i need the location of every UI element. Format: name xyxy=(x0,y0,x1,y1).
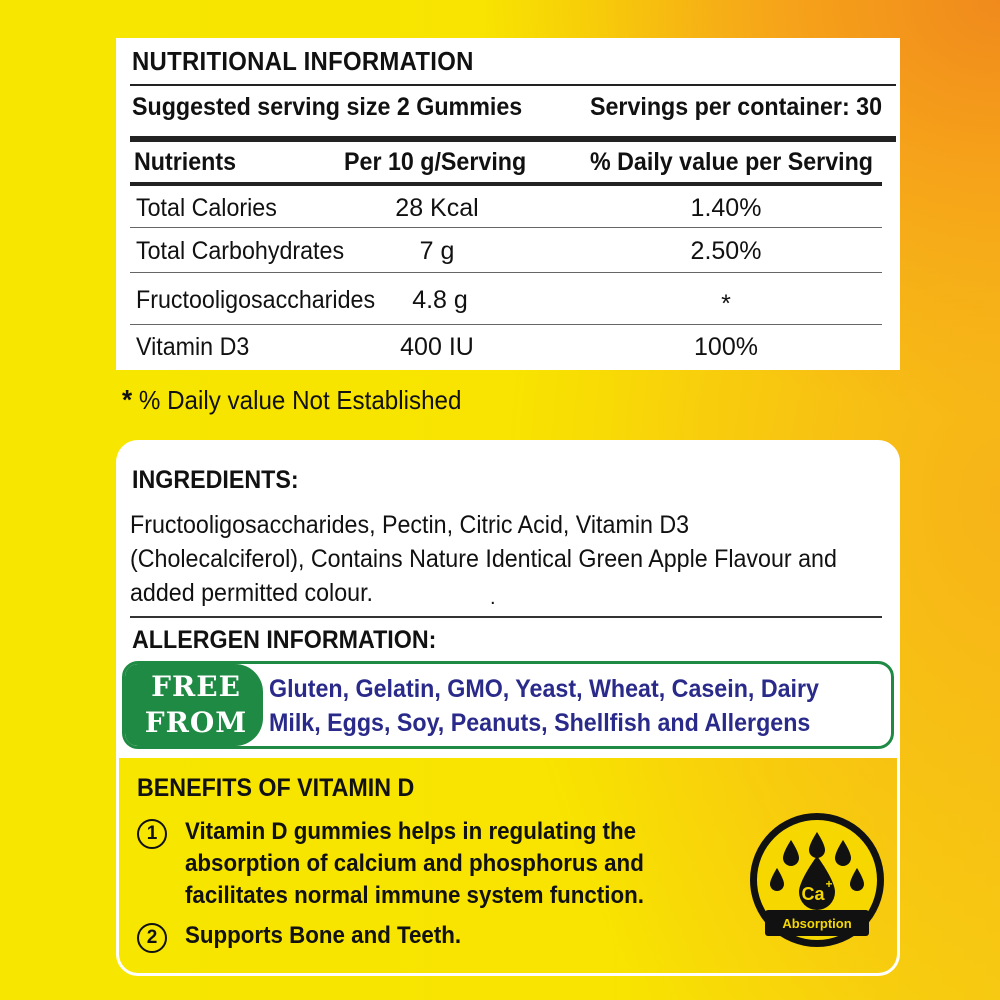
nutrient-daily-value: * xyxy=(721,290,731,318)
table-row xyxy=(116,186,880,232)
ingredients-panel xyxy=(116,440,900,758)
footnote-text: % Daily value Not Established xyxy=(138,385,462,415)
nutrient-amount: 28 Kcal xyxy=(395,194,479,222)
table-row xyxy=(116,278,880,324)
header-per-serving: Per 10 g/Serving xyxy=(344,148,527,176)
row-divider xyxy=(130,227,882,228)
table-row xyxy=(116,229,880,275)
benefits-title: BENEFITS OF VITAMIN D xyxy=(137,774,415,802)
number-2-icon: 2 xyxy=(137,923,167,953)
nutrient-name: Vitamin D3 xyxy=(136,333,250,361)
benefits-panel xyxy=(116,758,900,976)
badge-from: FROM xyxy=(144,706,248,739)
nutrient-daily-value: 100% xyxy=(694,333,758,361)
thick-divider xyxy=(130,136,896,142)
divider xyxy=(130,616,882,618)
benefit-item-1: Vitamin D gummies helps in regulating the absorption of calcium and phosphorus and facilitates normal immune system function. xyxy=(185,818,644,909)
allergen-free-box xyxy=(122,661,894,749)
icon-label: Absorption xyxy=(782,916,852,931)
ingredients-title: INGREDIENTS: xyxy=(132,466,299,494)
nutrient-daily-value: 1.40% xyxy=(690,194,762,222)
footnote-star: * xyxy=(122,384,133,415)
nutrition-panel xyxy=(116,38,900,370)
allergen-list: Gluten, Gelatin, GMO, Yeast, Wheat, Casein, Dairy Milk, Eggs, Soy, Peanuts, Shellfish and Allergens xyxy=(269,675,819,737)
icon-plus: + xyxy=(825,877,833,891)
free-from-badge xyxy=(125,664,263,746)
footnote xyxy=(122,384,461,416)
nutrient-name: Total Carbohydrates xyxy=(136,237,345,265)
nutrient-amount: 4.8 g xyxy=(412,286,468,314)
row-divider xyxy=(130,272,882,273)
servings-per-container: Servings per container: 30 xyxy=(589,93,882,121)
header-daily-value: % Daily value per Serving xyxy=(590,148,873,176)
nutrient-name: Total Calories xyxy=(136,194,277,222)
header-nutrients: Nutrients xyxy=(134,148,237,176)
allergen-title: ALLERGEN INFORMATION: xyxy=(132,626,437,654)
nutrition-title: NUTRITIONAL INFORMATION xyxy=(132,46,474,76)
nutrient-amount: 7 g xyxy=(419,237,455,265)
nutrient-daily-value: 2.50% xyxy=(690,237,762,265)
calcium-absorption-icon xyxy=(747,810,887,950)
nutrient-amount: 400 IU xyxy=(400,333,474,361)
table-row xyxy=(116,325,880,371)
ingredients-text: Fructooligosaccharides, Pectin, Citric Acid, Vitamin D3 (Cholecalciferol), Contains Nature Identical Green Apple Flavour and added permitted colour. xyxy=(130,511,837,607)
divider xyxy=(130,84,896,86)
benefit-item-2: Supports Bone and Teeth. xyxy=(185,922,462,949)
badge-free: FREE xyxy=(151,670,241,703)
icon-symbol: Ca xyxy=(801,884,825,904)
nutrient-name: Fructooligosaccharides xyxy=(136,286,376,314)
number-1-icon: 1 xyxy=(137,819,167,849)
serving-size: Suggested serving size 2 Gummies xyxy=(132,93,523,121)
stray-dot: . xyxy=(490,587,496,609)
